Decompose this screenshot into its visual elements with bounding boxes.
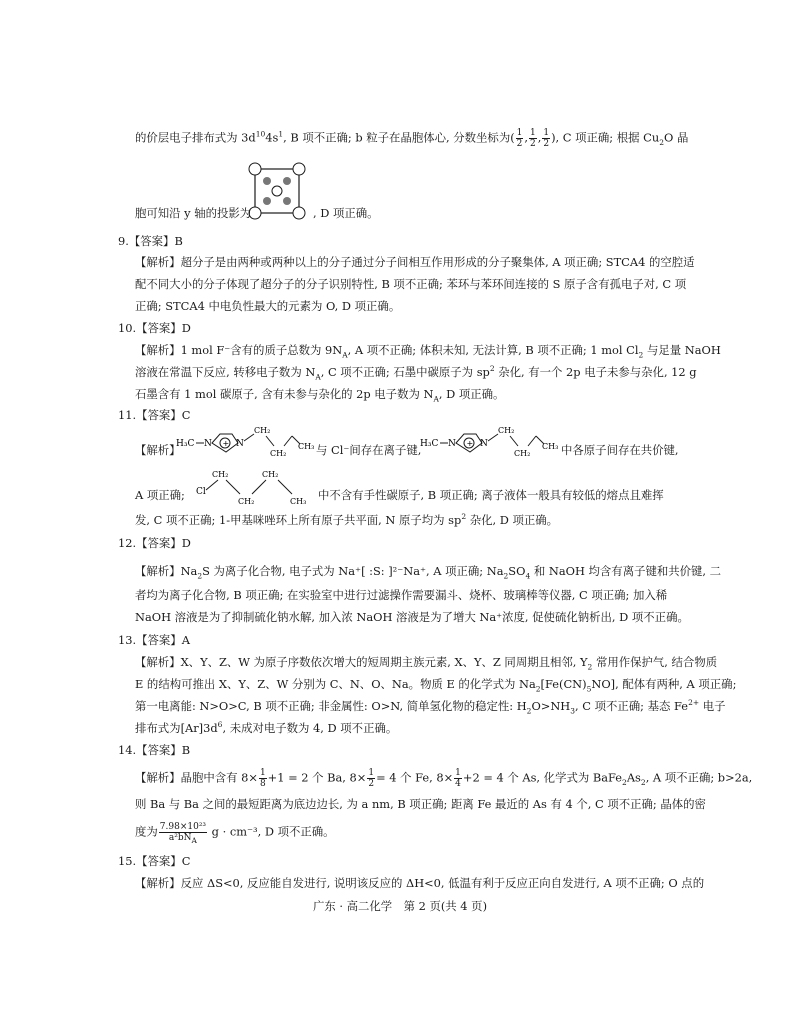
q11-explain-1c: 中各原子间存在共价键, [561, 443, 679, 457]
q12-explain-3: NaOH 溶液是为了抑制硫化钠水解, 加入浓 NaOH 溶液是为了增大 Na⁺浓度, 促使硫化钠析出, D 项不正确。 [135, 610, 689, 624]
q14-explain-2: 则 Ba 与 Ba 之间的最短距离为底边边长, 为 a nm, B 项正确; 距离 Fe 最近的 As 有 4 个, C 项不正确; 晶体的密 [135, 797, 706, 811]
svg-text:CH₃: CH₃ [290, 497, 307, 506]
svg-text:CH₂: CH₂ [238, 497, 255, 506]
q8-line-2: 胞可知沿 y 轴的投影为 [135, 206, 252, 220]
q11-explain-1b: 与 Cl⁻间存在离子键, [316, 443, 422, 457]
ionic-liquid-cation-structure [176, 424, 316, 466]
cu2o-projection-diagram [244, 160, 312, 224]
q10-explain-3: 石墨含有 1 mol 碳原子, 含有未参与杂化的 2p 电子数为 $N_A$, D 项正确。 [135, 387, 505, 404]
q11-explain-3: 发, C 项不正确; 1-甲基咪唑环上所有原子共平面, N 原子均为 $sp^2$ 杂化, D 项正确。 [135, 512, 559, 527]
q13-explain-4: 排布式为$[Ar]3d^6$, 未成对电子数为 4, D 项不正确。 [135, 720, 398, 735]
svg-text:N: N [236, 439, 244, 449]
q10-explain-1: 【解析】1 mol F⁻含有的质子总数为 $9N_A$, A 项不正确; 体积未知, 无法计算, B 项不正确; 1 mol $Cl_2$ 与足量 NaOH [135, 343, 721, 360]
svg-text:CH₂: CH₂ [262, 470, 279, 479]
svg-text:CH₂: CH₂ [270, 449, 287, 458]
q10-explain-2: 溶液在常温下反应, 转移电子数为 $N_A$, C 项不正确; 石墨中碳原子为 $sp^2$ 杂化, 有一个 2p 电子未参与杂化, 12 g [135, 364, 697, 382]
q9-number: 9.【答案】B [118, 234, 183, 248]
svg-text:CH₂: CH₂ [212, 470, 229, 479]
q14-explain-3: 度为 $\frac{\text{7.98×10²³}}{a^2bN_A}$ g · cm⁻³, D 项不正确。 [135, 822, 335, 845]
svg-text:+: + [466, 439, 474, 448]
q12-number: 12.【答案】D [118, 536, 191, 550]
q15-explain-1: 【解析】反应 ΔS<0, 反应能自发进行, 说明该反应的 ΔH<0, 低温有利于反应正向自发进行, A 项不正确; O 点的 [135, 876, 705, 890]
q12-explain-2: 者均为离子化合物, B 项正确; 在实验室中进行过滤操作需要漏斗、烧杯、玻璃棒等仪器, C 项正确; 加入稀 [135, 588, 668, 602]
svg-text:CH₃: CH₃ [298, 442, 315, 451]
fraction-half: $\frac{1}{2}$ [530, 128, 536, 149]
q8-line-1: 的价层电子排布式为 $3d^{10}4s^1$, B 项不正确; b 粒子在晶胞体心, 分数坐标为( $\frac{1}{2}$ , $\frac{1}{2}$ , $\frac{1}{2}$ ), C 项正确; 根据 $Cu_2O$ 晶 [135, 128, 689, 149]
svg-text:H₃C: H₃C [176, 439, 195, 449]
svg-text:+: + [222, 439, 230, 448]
q13-explain-2: E 的结构可推出 X、Y、Z、W 分别为 C、N、O、Na。物质 E 的化学式为 $Na_2[Fe(CN)_5NO]$, 配体有两种, A 项正确; [135, 677, 737, 694]
q9-explain-2: 配不同大小的分子体现了超分子的分子识别特性, B 项不正确; 苯环与苯环间连接的 S 原子含有孤电子对, C 项 [135, 277, 687, 291]
q11-explain-2a: A 项正确; [135, 488, 185, 502]
q11-explain-2b: 中不含有手性碳原子, B 项正确; 离子液体一般具有较低的熔点且难挥 [318, 488, 664, 502]
svg-text:N: N [480, 439, 488, 449]
q12-explain-1: 【解析】$Na_2S$ 为离子化合物, 电子式为 Na⁺[ :S: ]²⁻Na⁺, A 项正确; $Na_2SO_4$ 和 NaOH 均含有离子键和共价键, 二 [135, 564, 722, 581]
q14-explain-1: 【解析】晶胞中含有 8× $\frac{1}{8}$ +1 = 2 个 Ba, 8× $\frac{1}{2}$ = 4 个 Fe, 8× $\frac{1}{4}$ +2 = 4 个 As, 化学式为 $BaFe_2As_2$, A 项不正确; b>2a, [135, 768, 753, 789]
q13-explain-1: 【解析】X、Y、Z、W 为原子序数依次增大的短周期主族元素, X、Y、Z 同周期且相邻, $Y_2$ 常用作保护气, 结合物质 [135, 655, 718, 672]
ionic-liquid-cation-structure-2 [420, 424, 560, 466]
svg-text:Cl: Cl [196, 487, 206, 497]
svg-text:N: N [204, 439, 212, 449]
q11-explain-label: 【解析】 [135, 443, 181, 457]
q9-explain-1: 【解析】超分子是由两种或两种以上的分子通过分子间相互作用形成的分子聚集体, A 项正确; STCA4 的空腔适 [135, 255, 695, 269]
q10-number: 10.【答案】D [118, 321, 191, 335]
q9-explain-3: 正确; STCA4 中电负性最大的元素为 O, D 项正确。 [135, 299, 401, 313]
q13-number: 13.【答案】A [118, 633, 190, 647]
svg-text:H₃C: H₃C [420, 439, 439, 449]
svg-text:CH₂: CH₂ [498, 426, 515, 435]
q13-explain-3: 第一电离能: N>O>C, B 项不正确; 非金属性: O>N, 简单氢化物的稳定性: $H_2O>NH_3$, C 项不正确; 基态 $Fe^{2+}$ 电子 [135, 698, 726, 716]
svg-text:CH₃: CH₃ [542, 442, 559, 451]
q11-number: 11.【答案】C [118, 408, 191, 422]
fraction-half: $\frac{1}{2}$ [543, 128, 550, 149]
fraction-half: $\frac{1}{2}$ [516, 128, 523, 149]
svg-text:CH₂: CH₂ [254, 426, 271, 435]
q14-number: 14.【答案】B [118, 743, 191, 757]
q8-line-2b: , D 项正确。 [313, 206, 379, 220]
density-fraction: $\frac{\text{7.98×10²³}}{a^2bN_A}$ [159, 822, 207, 845]
q15-number: 15.【答案】C [118, 854, 191, 868]
chloropropane-structure [196, 468, 316, 508]
page-footer: 广东 · 高二化学 第 2 页(共 4 页) [312, 899, 488, 913]
svg-text:CH₂: CH₂ [514, 449, 531, 458]
svg-text:N: N [448, 439, 456, 449]
